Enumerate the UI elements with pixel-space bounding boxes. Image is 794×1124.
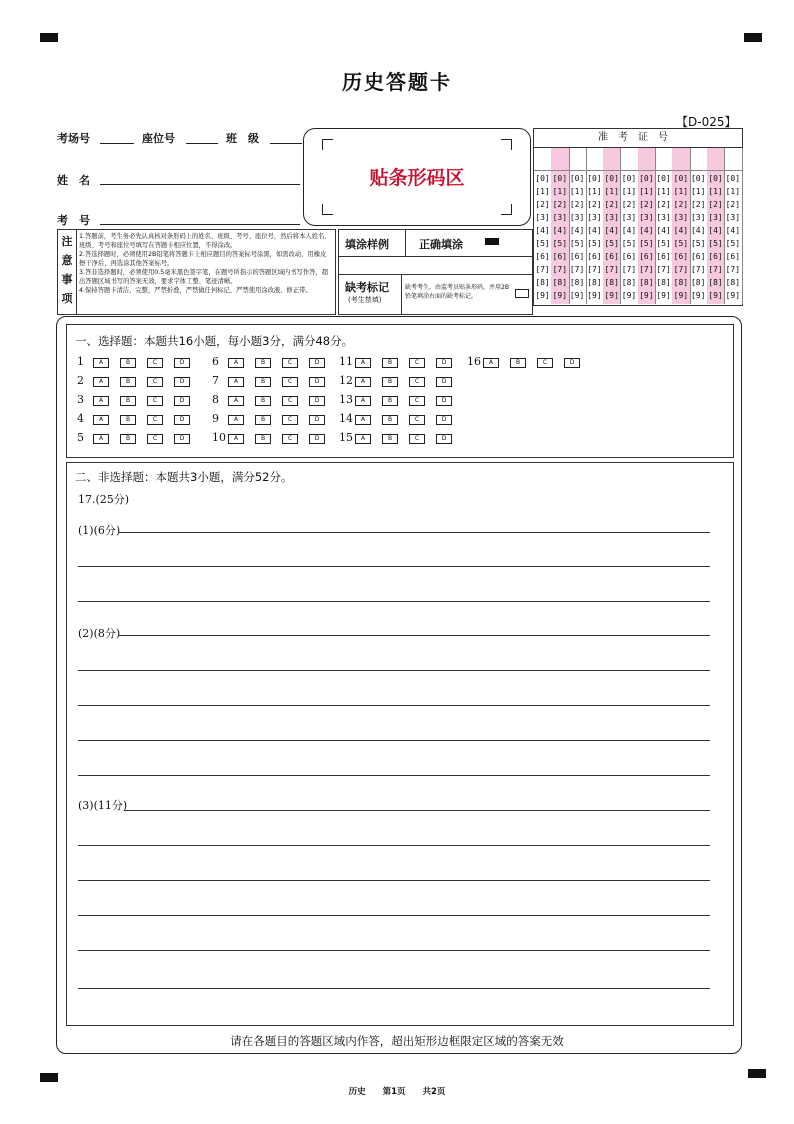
mcq-option-bubble[interactable]: B	[120, 358, 136, 368]
exam-id-write-cell[interactable]	[603, 148, 620, 171]
exam-id-bubble[interactable]: [9]	[569, 291, 585, 300]
exam-id-bubble[interactable]: [8]	[639, 278, 654, 287]
mcq-option-bubble[interactable]: D	[174, 396, 190, 406]
exam-id-bubble[interactable]: [7]	[604, 265, 619, 274]
notice-box	[57, 229, 336, 315]
registration-mark-bottom-left	[40, 1073, 58, 1082]
exam-id-bubble[interactable]: [3]	[708, 213, 723, 222]
footer-note: 请在各题目的答题区域内作答，超出矩形边框限定区域的答案无效	[230, 1034, 564, 1048]
mcq-option-bubble[interactable]: A	[355, 358, 371, 368]
exam-id-grid	[533, 128, 743, 306]
notice-line: 2.答选择题时，必须使用2B铅笔将答题卡上相应题目的答案标号涂黑，如需改动，用橡皮擦干净后，再选涂其他答案标号。	[79, 251, 327, 267]
mcq-option-bubble[interactable]: C	[282, 434, 298, 444]
exam-id-bubble[interactable]: [9]	[725, 291, 741, 300]
exam-id-bubble[interactable]: [0]	[690, 174, 706, 183]
name-field[interactable]	[100, 184, 300, 185]
exam-id-bubble[interactable]: [4]	[673, 226, 689, 235]
mcq-question-number: 5	[77, 431, 84, 444]
exam-id-bubble[interactable]: [2]	[656, 200, 671, 209]
answer-line[interactable]	[78, 705, 710, 706]
corner-tr	[501, 139, 512, 150]
exam-id-bubble[interactable]: [4]	[569, 226, 585, 235]
exam-id-bubble[interactable]: [2]	[552, 200, 568, 209]
notice-line: 3.答非选择题时，必须使用0.5毫米黑色签字笔，在题号所指示的答题区域内书写作答，超出答题区域书写的答案无效，要求字体工整、笔迹清晰。	[79, 269, 329, 285]
seat-label: 座位号	[142, 132, 175, 145]
exam-id-bubble[interactable]: [6]	[656, 252, 671, 261]
mcq-question-number: 4	[77, 412, 84, 425]
name-label: 姓 名	[57, 174, 90, 187]
exam-id-column	[569, 148, 587, 304]
mcq-option-bubble[interactable]: A	[93, 358, 109, 368]
absent-checkbox[interactable]	[515, 289, 529, 298]
exam-id-bubble[interactable]: [3]	[639, 213, 654, 222]
notice-heading-char: 事	[61, 273, 73, 286]
exam-id-bubble[interactable]: [2]	[690, 200, 706, 209]
exam-id-bubble[interactable]: [3]	[656, 213, 671, 222]
exam-id-column	[707, 148, 725, 304]
exam-id-bubble[interactable]: [7]	[725, 265, 741, 274]
absent-divider	[401, 275, 402, 315]
exam-id-bubble[interactable]: [3]	[725, 213, 741, 222]
mcq-option-bubble[interactable]: C	[147, 415, 163, 425]
fill-sample-box	[338, 229, 533, 315]
exam-id-bubble[interactable]: [8]	[673, 278, 689, 287]
mcq-question-number: 2	[77, 374, 84, 387]
barcode-label: 贴条形码区	[369, 167, 465, 189]
absent-sub-label: (考生禁填)	[348, 296, 382, 304]
exam-id-bubble[interactable]: [0]	[552, 174, 568, 183]
exam-id-write-cell[interactable]	[569, 148, 586, 171]
mcq-option-bubble[interactable]: C	[282, 358, 298, 368]
corner-bl	[322, 204, 333, 215]
exam-id-bubble[interactable]: [5]	[639, 239, 654, 248]
exam-id-bubble[interactable]: [2]	[604, 200, 619, 209]
answer-line[interactable]	[78, 740, 710, 741]
exam-id-bubble[interactable]: [3]	[552, 213, 568, 222]
exam-id-bubble[interactable]: [3]	[535, 213, 550, 222]
mcq-option-bubble[interactable]: C	[147, 377, 163, 387]
answer-line[interactable]	[78, 880, 710, 881]
exam-id-bubble[interactable]: [8]	[535, 278, 550, 287]
section1-title: 一、选择题：本题共16小题，每小题3分，满分48分。	[75, 334, 354, 348]
mcq-option-bubble[interactable]: C	[409, 396, 425, 406]
exam-id-bubble[interactable]: [0]	[656, 174, 671, 183]
exam-id-bubble[interactable]: [4]	[535, 226, 550, 235]
mcq-option-bubble[interactable]: B	[120, 396, 136, 406]
mcq-question-number: 8	[212, 393, 219, 406]
mcq-question-number: 7	[212, 374, 219, 387]
absent-note: 缺考考生，由监考员贴条形码，并用2B铅笔填涂右面的缺考标记。	[405, 284, 509, 300]
mcq-option-bubble[interactable]: D	[174, 358, 190, 368]
exam-id-column	[672, 148, 690, 304]
multiple-choice-box	[66, 324, 734, 458]
exam-id-column	[621, 148, 639, 304]
exam-id-bubble[interactable]: [0]	[535, 174, 550, 183]
class-label: 班 级	[226, 132, 259, 145]
exam-id-bubble[interactable]: [2]	[621, 200, 637, 209]
exam-id-bubble[interactable]: [7]	[639, 265, 654, 274]
exam-id-bubble[interactable]: [2]	[535, 200, 550, 209]
mcq-option-bubble[interactable]: B	[382, 434, 398, 444]
exam-id-bubble[interactable]: [8]	[656, 278, 671, 287]
mcq-option-bubble[interactable]: B	[120, 434, 136, 444]
mcq-option-bubble[interactable]: D	[436, 377, 452, 387]
mcq-option-bubble[interactable]: B	[255, 358, 271, 368]
mcq-option-bubble[interactable]: D	[309, 415, 325, 425]
mcq-option-bubble[interactable]: B	[382, 377, 398, 387]
exam-id-bubble[interactable]: [7]	[621, 265, 637, 274]
exam-id-write-cell[interactable]	[707, 148, 724, 171]
paper-code: 【D-025】	[676, 115, 737, 129]
mcq-question-number: 6	[212, 355, 219, 368]
exam-id-bubble[interactable]: [9]	[656, 291, 671, 300]
exam-id-bubble[interactable]: [8]	[725, 278, 741, 287]
exam-id-bubble[interactable]: [0]	[604, 174, 619, 183]
notice-line: 1.答题前，考生务必先认真核对条形码上的姓名、班级、考号、座位号，然后将本人姓名、班级、考号和座位号填写在答题卡相应位置，不得涂改。	[79, 233, 331, 249]
q17-label: 17.(25分)	[78, 493, 130, 506]
exam-id-bubble[interactable]: [3]	[621, 213, 637, 222]
mcq-option-bubble[interactable]: C	[282, 415, 298, 425]
mcq-question-number: 3	[77, 393, 84, 406]
exam-id-bubble[interactable]: [9]	[552, 291, 568, 300]
answer-line[interactable]	[78, 950, 710, 951]
mcq-option-bubble[interactable]: A	[228, 396, 244, 406]
exam-id-column	[603, 148, 621, 304]
mcq-option-bubble[interactable]: A	[355, 434, 371, 444]
mcq-question-number: 15	[339, 431, 353, 444]
corner-br	[501, 204, 512, 215]
exam-id-bubble[interactable]: [7]	[708, 265, 723, 274]
exam-id-write-cell[interactable]	[690, 148, 707, 171]
exam-id-bubble[interactable]: [9]	[639, 291, 654, 300]
exam-id-bubble[interactable]: [8]	[621, 278, 637, 287]
exam-id-bubble[interactable]: [1]	[621, 187, 637, 196]
mcq-option-bubble[interactable]: D	[174, 415, 190, 425]
exam-id-bubble[interactable]: [7]	[569, 265, 585, 274]
exam-id-bubble[interactable]: [4]	[690, 226, 706, 235]
exam-id-bubble[interactable]: [4]	[552, 226, 568, 235]
exam-id-bubble[interactable]: [9]	[621, 291, 637, 300]
exam-id-bubble[interactable]: [8]	[690, 278, 706, 287]
mcq-option-bubble[interactable]: C	[147, 396, 163, 406]
mcq-question-number: 10	[212, 431, 226, 444]
mcq-option-bubble[interactable]: D	[436, 358, 452, 368]
mcq-option-bubble[interactable]: B	[255, 377, 271, 387]
exam-id-bubble[interactable]: [6]	[639, 252, 654, 261]
mcq-question-number: 16	[467, 355, 481, 368]
mcq-option-bubble[interactable]: D	[436, 396, 452, 406]
mcq-question-number: 11	[339, 355, 353, 368]
exam-id-bubble[interactable]: [1]	[673, 187, 689, 196]
mcq-question-number: 1	[77, 355, 84, 368]
corner-tl	[322, 139, 333, 150]
exam-id-bubble[interactable]: [5]	[569, 239, 585, 248]
exam-id-write-cell[interactable]	[672, 148, 689, 171]
exam-id-bubble[interactable]: [1]	[552, 187, 568, 196]
correct-fill-mark	[485, 238, 499, 245]
exam-id-bubble[interactable]: [9]	[587, 291, 602, 300]
exam-id-column	[586, 148, 604, 304]
answer-line[interactable]	[78, 845, 710, 846]
barcode-area	[303, 128, 531, 226]
mcq-option-bubble[interactable]: B	[382, 415, 398, 425]
mcq-option-bubble[interactable]: A	[355, 377, 371, 387]
mcq-option-bubble[interactable]: C	[409, 358, 425, 368]
mcq-option-bubble[interactable]: B	[255, 434, 271, 444]
exam-id-bubble[interactable]: [5]	[604, 239, 619, 248]
mcq-option-bubble[interactable]: D	[309, 396, 325, 406]
exam-id-bubble[interactable]: [0]	[673, 174, 689, 183]
exam-id-bubble[interactable]: [7]	[535, 265, 550, 274]
exam-id-bubble[interactable]: [4]	[656, 226, 671, 235]
mcq-option-bubble[interactable]: A	[93, 377, 109, 387]
notice-heading-char: 意	[61, 254, 73, 267]
mcq-option-bubble[interactable]: B	[255, 396, 271, 406]
exam-id-bubble[interactable]: [1]	[569, 187, 585, 196]
page-title: 历史答题卡	[342, 70, 452, 94]
exam-id-bubble[interactable]: [5]	[690, 239, 706, 248]
exam-id-bubble[interactable]: [6]	[535, 252, 550, 261]
mcq-option-bubble[interactable]: B	[382, 396, 398, 406]
mcq-option-bubble[interactable]: D	[436, 434, 452, 444]
exam-id-bubble[interactable]: [5]	[673, 239, 689, 248]
registration-mark-top-left	[40, 33, 58, 42]
absent-label: 缺考标记	[345, 281, 389, 294]
exam-id-bubble[interactable]: [0]	[708, 174, 723, 183]
fill-sample-row	[339, 230, 532, 257]
exam-id-bubble[interactable]: [7]	[552, 265, 568, 274]
exam-id-bubble[interactable]: [6]	[673, 252, 689, 261]
exam-id-bubble[interactable]: [0]	[725, 174, 741, 183]
exam-id-bubble[interactable]: [5]	[708, 239, 723, 248]
exam-id-bubble[interactable]: [3]	[673, 213, 689, 222]
mcq-option-bubble[interactable]: C	[537, 358, 553, 368]
exam-id-bubble[interactable]: [6]	[604, 252, 619, 261]
exam-id-write-cell[interactable]	[638, 148, 655, 171]
exam-id-bubble[interactable]: [6]	[552, 252, 568, 261]
notice-heading-char: 注	[61, 235, 73, 248]
answer-line[interactable]	[78, 775, 710, 776]
mcq-option-bubble[interactable]: A	[355, 396, 371, 406]
mcq-option-bubble[interactable]: A	[355, 415, 371, 425]
exam-id-bubble[interactable]: [3]	[604, 213, 619, 222]
mcq-question-number: 12	[339, 374, 353, 387]
answer-line[interactable]	[78, 566, 710, 567]
mcq-option-bubble[interactable]: B	[382, 358, 398, 368]
mcq-option-bubble[interactable]: D	[174, 434, 190, 444]
exam-id-bubble[interactable]: [1]	[725, 187, 741, 196]
notice-heading-char: 项	[61, 292, 73, 305]
exam-id-bubble[interactable]: [9]	[690, 291, 706, 300]
exam-id-bubble[interactable]: [0]	[569, 174, 585, 183]
exam-id-bubble[interactable]: [6]	[708, 252, 723, 261]
correct-fill-label: 正确填涂	[419, 238, 463, 251]
exam-id-bubble[interactable]: [6]	[621, 252, 637, 261]
answer-line[interactable]	[124, 810, 710, 811]
q17-part1-label: (1)(6分)	[78, 524, 121, 537]
exam-id-bubble[interactable]: [4]	[604, 226, 619, 235]
exam-id-write-cell[interactable]	[724, 148, 741, 171]
exam-id-column	[534, 148, 552, 304]
exam-id-write-cell[interactable]	[534, 148, 551, 171]
mcq-option-bubble[interactable]: A	[93, 396, 109, 406]
mcq-option-bubble[interactable]: C	[147, 358, 163, 368]
exam-id-bubble[interactable]: [5]	[725, 239, 741, 248]
mcq-option-bubble[interactable]: A	[93, 434, 109, 444]
exam-id-bubble[interactable]: [5]	[587, 239, 602, 248]
mcq-option-bubble[interactable]: B	[120, 415, 136, 425]
room-field[interactable]	[100, 143, 134, 144]
section2-title: 二、非选择题：本题共3小题，满分52分。	[75, 470, 293, 484]
exam-id-bubble[interactable]: [6]	[587, 252, 602, 261]
fill-sample-label: 填涂样例	[345, 238, 389, 251]
mcq-question-number: 14	[339, 412, 353, 425]
exam-id-bubble[interactable]: [8]	[569, 278, 585, 287]
mcq-option-bubble[interactable]: D	[309, 434, 325, 444]
exam-id-bubble[interactable]: [2]	[587, 200, 602, 209]
mcq-option-bubble[interactable]: C	[282, 377, 298, 387]
exam-id-column	[690, 148, 708, 304]
answer-line[interactable]	[78, 670, 710, 671]
id-label: 考 号	[57, 214, 90, 227]
exam-id-bubble[interactable]: [1]	[604, 187, 619, 196]
exam-id-bubble[interactable]: [0]	[587, 174, 602, 183]
exam-id-bubble[interactable]: [2]	[569, 200, 585, 209]
id-field[interactable]	[100, 224, 300, 225]
registration-mark-bottom-right	[748, 1069, 766, 1078]
exam-id-bubble[interactable]: [4]	[587, 226, 602, 235]
mcq-option-bubble[interactable]: D	[436, 415, 452, 425]
page-number: 历史 第1页 共2页	[348, 1087, 446, 1097]
exam-id-bubble[interactable]: [6]	[690, 252, 706, 261]
mcq-option-bubble[interactable]: D	[309, 377, 325, 387]
mcq-option-bubble[interactable]: A	[228, 358, 244, 368]
exam-id-write-cell[interactable]	[586, 148, 603, 171]
open-answer-box	[66, 462, 734, 1026]
notice-line: 4.保持答题卡清洁、完整，严禁折叠，严禁做任何标记，严禁使用涂改液、修正带。	[79, 287, 312, 294]
mcq-option-bubble[interactable]: A	[228, 377, 244, 387]
exam-id-column	[551, 148, 569, 304]
answer-line[interactable]	[118, 532, 710, 533]
exam-id-bubble[interactable]: [0]	[621, 174, 637, 183]
exam-id-bubble[interactable]: [5]	[621, 239, 637, 248]
mcq-option-bubble[interactable]: A	[483, 358, 499, 368]
exam-id-bubble[interactable]: [9]	[604, 291, 619, 300]
exam-id-bubble[interactable]: [4]	[621, 226, 637, 235]
exam-id-bubble[interactable]: [3]	[690, 213, 706, 222]
class-field[interactable]	[270, 143, 302, 144]
mcq-option-bubble[interactable]: C	[409, 377, 425, 387]
exam-id-bubble[interactable]: [4]	[708, 226, 723, 235]
fill-sample-divider	[405, 230, 406, 256]
mcq-question-number: 13	[339, 393, 353, 406]
exam-id-bubble[interactable]: [8]	[708, 278, 723, 287]
mcq-option-bubble[interactable]: A	[228, 415, 244, 425]
registration-mark-top-right	[744, 33, 762, 42]
exam-id-bubble[interactable]: [4]	[639, 226, 654, 235]
exam-id-write-cell[interactable]	[551, 148, 568, 171]
exam-id-bubble[interactable]: [5]	[535, 239, 550, 248]
exam-id-bubble[interactable]: [8]	[604, 278, 619, 287]
mcq-option-bubble[interactable]: C	[409, 434, 425, 444]
exam-id-write-cell[interactable]	[621, 148, 638, 171]
mcq-option-bubble[interactable]: D	[309, 358, 325, 368]
q17-part2-label: (2)(8分)	[78, 627, 121, 640]
exam-id-bubble[interactable]: [0]	[639, 174, 654, 183]
room-label: 考场号	[57, 132, 90, 145]
answer-line[interactable]	[78, 915, 710, 916]
exam-id-bubble[interactable]: [1]	[690, 187, 706, 196]
exam-id-column	[655, 148, 673, 304]
exam-id-bubble[interactable]: [3]	[587, 213, 602, 222]
exam-id-column	[724, 148, 742, 304]
exam-id-bubble[interactable]: [3]	[569, 213, 585, 222]
exam-id-bubble[interactable]: [8]	[587, 278, 602, 287]
exam-id-bubble[interactable]: [9]	[708, 291, 723, 300]
mcq-option-bubble[interactable]: C	[147, 434, 163, 444]
seat-field[interactable]	[186, 143, 218, 144]
exam-id-bubble[interactable]: [5]	[552, 239, 568, 248]
exam-id-bubble[interactable]: [8]	[552, 278, 568, 287]
exam-id-bubble[interactable]: [5]	[656, 239, 671, 248]
mcq-option-bubble[interactable]: B	[255, 415, 271, 425]
exam-id-bubble[interactable]: [9]	[673, 291, 689, 300]
exam-id-bubble[interactable]: [7]	[587, 265, 602, 274]
notice-heading	[58, 230, 77, 314]
q17-part3-label: (3)(11分)	[78, 799, 128, 812]
mcq-option-bubble[interactable]: B	[510, 358, 526, 368]
exam-id-write-cell[interactable]	[655, 148, 672, 171]
exam-id-bubble[interactable]: [6]	[725, 252, 741, 261]
exam-id-columns	[534, 148, 742, 304]
mcq-question-number: 9	[212, 412, 219, 425]
exam-id-bubble[interactable]: [1]	[587, 187, 602, 196]
exam-id-bubble[interactable]: [6]	[569, 252, 585, 261]
exam-id-title: 准考证号	[534, 129, 742, 148]
exam-id-bubble[interactable]: [1]	[639, 187, 654, 196]
mcq-option-bubble[interactable]: C	[409, 415, 425, 425]
exam-id-bubble[interactable]: [9]	[535, 291, 550, 300]
mcq-option-bubble[interactable]: D	[174, 377, 190, 387]
mcq-option-bubble[interactable]: D	[564, 358, 580, 368]
notice-text	[79, 232, 332, 295]
exam-id-bubble[interactable]: [2]	[708, 200, 723, 209]
exam-id-bubble[interactable]: [7]	[656, 265, 671, 274]
exam-id-bubble[interactable]: [4]	[725, 226, 741, 235]
mcq-option-bubble[interactable]: A	[228, 434, 244, 444]
exam-id-column	[638, 148, 656, 304]
answer-line[interactable]	[78, 601, 710, 602]
exam-id-bubble[interactable]: [1]	[708, 187, 723, 196]
answer-line[interactable]	[78, 988, 710, 989]
exam-id-bubble[interactable]: [2]	[725, 200, 741, 209]
exam-id-bubble[interactable]: [7]	[673, 265, 689, 274]
exam-id-bubble[interactable]: [1]	[656, 187, 671, 196]
exam-id-bubble[interactable]: [2]	[673, 200, 689, 209]
answer-line[interactable]	[118, 635, 710, 636]
exam-id-bubble[interactable]: [7]	[690, 265, 706, 274]
mcq-option-bubble[interactable]: C	[282, 396, 298, 406]
absent-row	[339, 274, 532, 315]
mcq-option-bubble[interactable]: B	[120, 377, 136, 387]
mcq-option-bubble[interactable]: A	[93, 415, 109, 425]
exam-id-bubble[interactable]: [1]	[535, 187, 550, 196]
exam-id-bubble[interactable]: [2]	[639, 200, 654, 209]
